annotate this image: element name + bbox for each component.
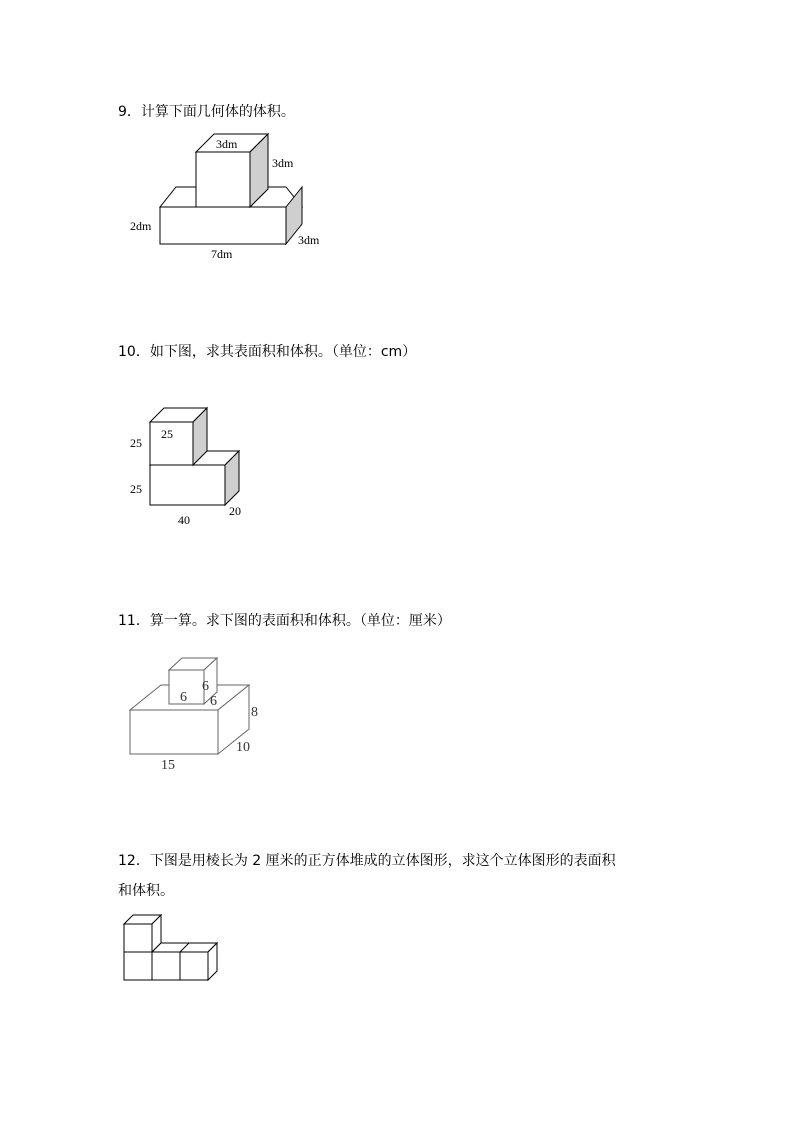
figure-11-cube-on-cuboid [125,652,285,777]
question-12-text-line1: 12．下图是用棱长为 2 厘米的正方体堆成的立体图形，求这个立体图形的表面积 [118,853,616,869]
fig9-label-base-depth: 3dm [298,233,320,247]
fig12-bottom-cube-1 [124,952,152,980]
fig9-base-front-face [160,207,286,244]
fig10-label-base-height: 25 [130,482,142,496]
fig10-label-top-height: 25 [130,436,142,450]
figure-10-stacked-cuboids [125,405,265,535]
fig9-label-top-width: 3dm [216,137,238,151]
fig12-bottom-cube-2 [152,952,180,980]
fig10-base-front-face [150,465,225,505]
fig9-label-base-height: 2dm [130,219,152,233]
fig12-top-cube-front-face [124,924,152,952]
question-9-text: 9．计算下面几何体的体积。 [118,104,295,120]
fig12-bottom-cube-3 [180,952,208,980]
fig10-label-top-inner: 25 [161,427,173,441]
question-12-text-line2: 和体积。 [118,883,174,899]
fig10-label-base-length: 40 [178,513,190,527]
fig9-label-top-height: 3dm [272,156,294,170]
fig9-label-base-length: 7dm [211,247,233,261]
fig9-top-cube-front-face [196,152,250,207]
figure-9-stacked-cuboids [120,130,340,270]
fig11-label-base-length: 15 [161,758,175,773]
fig11-label-base-depth: 10 [236,740,250,755]
fig11-base-front-face [130,710,218,754]
fig11-label-cube-depth: 6 [210,694,217,709]
question-10-text: 10．如下图，求其表面积和体积。（单位：cm） [118,344,417,360]
fig10-label-base-depth: 20 [229,504,241,518]
question-11-text: 11．算一算。求下图的表面积和体积。（单位：厘米） [118,613,451,629]
fig11-label-base-height: 8 [251,705,258,720]
fig11-label-cube-front: 6 [180,690,187,705]
fig11-label-cube-side: 6 [202,679,209,694]
figure-12-unit-cubes [120,910,230,990]
